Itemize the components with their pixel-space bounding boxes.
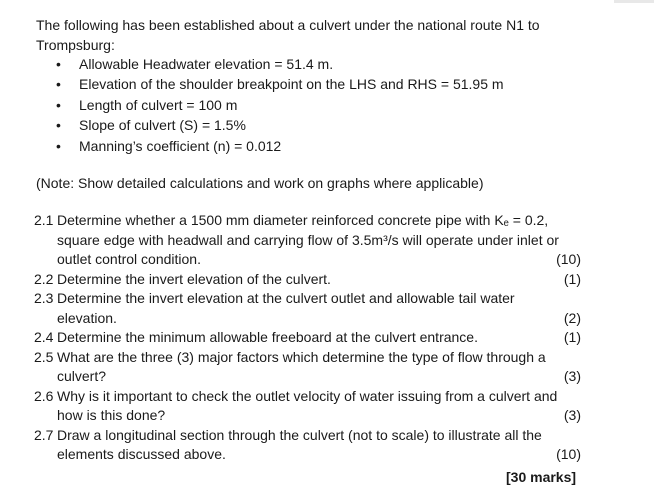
question-last-line xyxy=(57,309,581,329)
question-line: Draw a longitudinal section through the culvert (not to scale) to illustrate all the xyxy=(57,426,542,443)
list-item xyxy=(36,137,582,157)
question-last-line xyxy=(57,445,581,465)
question-item xyxy=(36,328,581,348)
question-line: elevation. xyxy=(57,309,117,326)
question-last-line xyxy=(57,406,581,426)
question-item xyxy=(36,289,581,328)
list-item-text: Elevation of the shoulder breakpoint on the LHS and RHS = 51.95 m xyxy=(79,76,504,93)
question-line: culvert? xyxy=(57,368,107,385)
bullet-icon: • xyxy=(56,137,61,154)
marks-label: (10) xyxy=(556,446,581,463)
question-item xyxy=(36,387,581,426)
question-line: elements discussed above. xyxy=(57,446,226,463)
question-last-line xyxy=(57,270,581,290)
bullet-icon: • xyxy=(56,76,61,93)
bullet-icon: • xyxy=(56,96,61,113)
question-list xyxy=(36,211,581,465)
list-item-text: Allowable Headwater elevation = 51.4 m. xyxy=(79,56,334,72)
intro-line: Trompsburg: xyxy=(36,36,115,53)
list-item xyxy=(36,96,582,116)
question-number: 2.2 xyxy=(34,270,54,287)
list-item-text: Manning’s coefficient (n) = 0.012 xyxy=(79,137,282,154)
question-line: how is this done? xyxy=(57,407,166,424)
question-line: Determine the invert elevation at the culvert outlet and allowable tail water xyxy=(57,290,515,307)
question-number: 2.6 xyxy=(34,387,54,404)
question-number: 2.1 xyxy=(34,212,54,229)
question-line: Determine the invert elevation of the culvert. xyxy=(57,270,331,287)
list-item xyxy=(36,55,582,75)
note-text: (Note: Show detailed calculations and work on graphs where applicable) xyxy=(36,174,484,191)
question-last-line xyxy=(57,367,581,387)
question-last-line xyxy=(57,250,581,270)
marks-label: (1) xyxy=(563,329,581,346)
bullet-icon: • xyxy=(56,117,61,134)
marks-label: (3) xyxy=(563,407,581,424)
list-item xyxy=(36,116,582,136)
question-line: Why is it important to check the outlet velocity of water issuing from a culvert and xyxy=(57,387,558,404)
intro-paragraph xyxy=(36,16,582,55)
question-line: outlet control condition. xyxy=(57,251,201,268)
list-item-text: Slope of culvert (S) = 1.5% xyxy=(79,117,246,134)
given-data-list xyxy=(36,55,582,157)
question-number: 2.3 xyxy=(34,290,54,307)
marks-label: (1) xyxy=(563,270,581,287)
question-item xyxy=(36,270,581,290)
intro-line: The following has been established about a culvert under the national route N1 to xyxy=(36,17,540,33)
marks-label: (3) xyxy=(563,368,581,385)
question-number: 2.4 xyxy=(34,329,54,346)
marks-label: (10) xyxy=(556,251,581,268)
total-marks: [30 marks] xyxy=(506,469,577,485)
question-line: What are the three (3) major factors which determine the type of flow through a xyxy=(57,348,546,365)
document-body xyxy=(36,16,582,465)
question-item xyxy=(36,348,581,387)
question-item xyxy=(36,211,581,270)
question-number: 2.5 xyxy=(34,348,54,365)
question-item xyxy=(36,426,581,465)
list-item-text: Length of culvert = 100 m xyxy=(79,96,238,113)
question-line: Determine the minimum allowable freeboard at the culvert entrance. xyxy=(57,329,478,346)
question-last-line xyxy=(57,328,581,348)
question-line: square edge with headwall and carrying flow of 3.5m³/s will operate under inlet or xyxy=(57,231,559,248)
bullet-icon: • xyxy=(56,56,61,72)
page-corner-shade xyxy=(614,0,654,3)
list-item xyxy=(36,75,582,95)
question-line: Determine whether a 1500 mm diameter reinforced concrete pipe with Kₑ = 0.2, xyxy=(57,212,549,229)
marks-label: (2) xyxy=(563,309,581,326)
question-number: 2.7 xyxy=(34,426,54,443)
